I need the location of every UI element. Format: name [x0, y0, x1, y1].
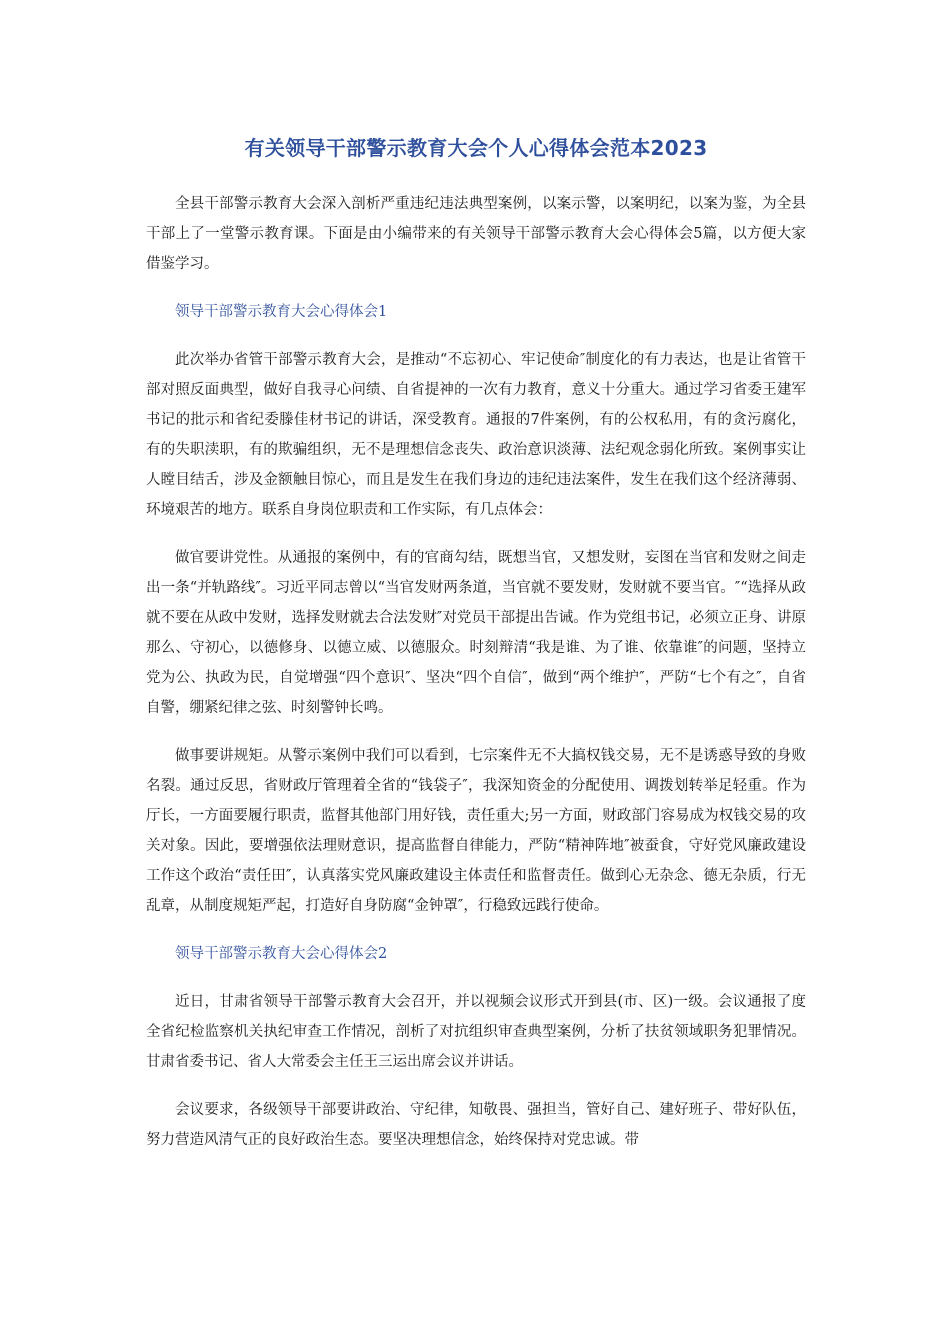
document-title: 有关领导干部警示教育大会个人心得体会范本2023	[244, 136, 708, 160]
section-1-paragraph-3: 做事要讲规矩。从警示案例中我们可以看到，七宗案件无不大搞权钱交易，无不是诱惑导致的身败名裂。通过反思，省财政厅管理着全省的“钱袋子″，我深知资金的分配使用、调拨划转举足轻重。作为厅长，一方面要履行职责，监督其他部门用好钱，责任重大;另一方面，财政部门容易成为权钱交易的攻关对象。因此，要增强依法理财意识，提高监督自律能力，严防“精神阵地″被蚕食，守好党风廉政建设工作这个政治“责任田″，认真落实党风廉政建设主体责任和监督责任。做到心无杂念、德无杂质，行无乱章，从制度规矩严起，打造好自身防腐“金钟罩″，行稳致远践行使命。	[146, 748, 806, 914]
document-page	[146, 128, 806, 1173]
section-1-paragraph-1: 此次举办省管干部警示教育大会，是推动“不忘初心、牢记使命″制度化的有力表达，也是让省管干部对照反面典型，做好自我寻心问绩、自省提神的一次有力教育，意义十分重大。通过学习省委王建军书记的批示和省纪委滕佳材书记的讲话，深受教育。通报的7件案例，有的公权私用，有的贪污腐化，有的失职渎职，有的欺骗组织，无不是理想信念丧失、政治意识淡薄、法纪观念弱化所致。案例事实让人瞠目结舌，涉及金额触目惊心，而且是发生在我们身边的违纪违法案件，发生在我们这个经济薄弱、环境艰苦的地方。联系自身岗位职责和工作实际，有几点体会：	[146, 352, 806, 518]
section-2-paragraph-2: 会议要求，各级领导干部要讲政治、守纪律，知敬畏、强担当，管好自己、建好班子、带好队伍，努力营造风清气正的良好政治生态。要坚决理想信念，始终保持对党忠诚。带	[146, 1102, 806, 1148]
section-2-paragraph-1: 近日，甘肃省领导干部警示教育大会召开，并以视频会议形式开到县(市、区)一级。会议通报了度全省纪检监察机关执纪审查工作情况，剖析了对抗组织审查典型案例，分析了扶贫领域职务犯罪情况。甘肃省委书记、省人大常委会主任王三运出席会议并讲话。	[146, 994, 806, 1070]
section-2-heading: 领导干部警示教育大会心得体会2	[175, 946, 388, 962]
intro-paragraph: 全县干部警示教育大会深入剖析严重违纪违法典型案例，以案示警，以案明纪，以案为鉴，为全县干部上了一堂警示教育课。下面是由小编带来的有关领导干部警示教育大会心得体会5篇，以方便大家借鉴学习。	[146, 196, 806, 272]
section-1-heading: 领导干部警示教育大会心得体会1	[175, 304, 388, 320]
section-1-paragraph-2: 做官要讲党性。从通报的案例中，有的官商勾结，既想当官，又想发财，妄图在当官和发财之间走出一条“并轨路线″。习近平同志曾以“当官发财两条道，当官就不要发财，发财就不要当官。″“选择从政就不要在从政中发财，选择发财就去合法发财″对党员干部提出告诫。作为党组书记，必须立正身、讲原那么、守初心，以德修身、以德立威、以德服众。时刻辩清“我是谁、为了谁、依靠谁″的问题，坚持立党为公、执政为民，自觉增强“四个意识″、坚决“四个自信″，做到“两个维护″，严防“七个有之″，自省自警，绷紧纪律之弦、时刻警钟长鸣。	[146, 550, 806, 716]
